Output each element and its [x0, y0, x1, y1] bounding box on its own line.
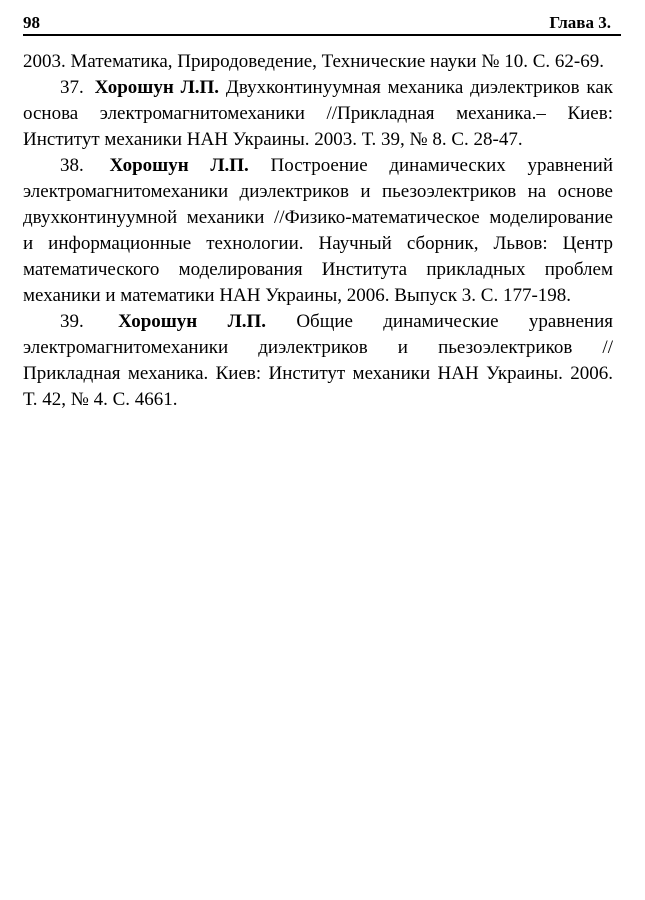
page-header — [23, 10, 621, 36]
reference-item-37 — [23, 75, 613, 153]
reference-text: Общие динамические уравнения электромагнитомеханики диэлектриков и пьезоэлектриков // Прикладная механика. Киев: Институт механики НАН Украины. 2006. Т. 42, № 4. С. 4661. — [23, 311, 613, 410]
reference-item-39 — [23, 309, 613, 413]
reference-number: 39. — [60, 311, 84, 332]
reference-list — [23, 49, 613, 413]
reference-item-38 — [23, 153, 613, 309]
reference-text: 2003. Математика, Природоведение, Технические науки № 10. С. 62-69. — [23, 51, 604, 72]
reference-text: Двухконтинуумная механика диэлектриков как основа электромагнитомеханики //Прикладная механика.– Киев: Институт механики НАН Украины. 2003. Т. 39, № 8. С. 28-47. — [23, 77, 613, 150]
reference-author: Хорошун Л.П. — [118, 311, 266, 332]
reference-text: Построение динамических уравнений электромагнитомеханики диэлектриков и пьезоэлектриков на основе двухконтинуумной механики //Физико-математическое моделирование и информационные технологии. Научный сборник, Львов: Центр математического моделирования Института прикладных проблем механики и математики НАН Украины, 2006. Выпуск 3. С. 177-198. — [23, 155, 613, 306]
page-number: 98 — [23, 13, 40, 32]
reference-continuation — [23, 49, 613, 75]
reference-number: 38. — [60, 155, 84, 176]
reference-author: Хорошун Л.П. — [109, 155, 249, 176]
reference-author: Хорошун Л.П. — [94, 77, 220, 98]
reference-number: 37. — [60, 77, 84, 98]
chapter-title: Глава 3. — [549, 13, 611, 32]
